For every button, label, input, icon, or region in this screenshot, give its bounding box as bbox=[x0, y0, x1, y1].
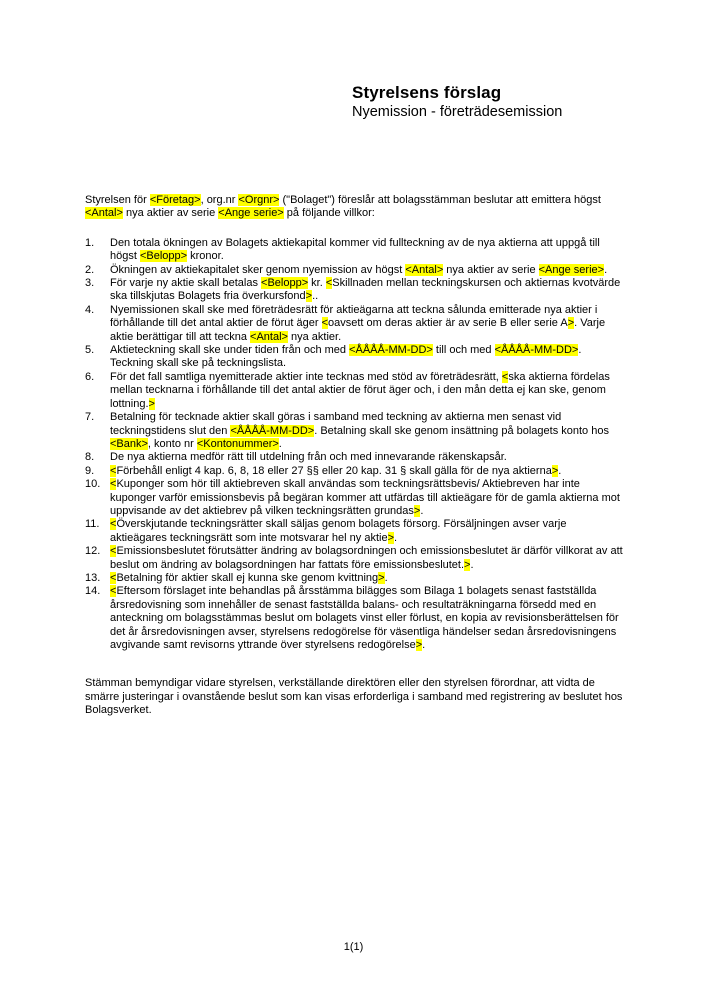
text-segment: För det fall samtliga nyemitterade aktier inte tecknas med stöd av företrädesrätt, bbox=[110, 370, 502, 383]
placeholder-highlight: > bbox=[415, 639, 423, 651]
text-segment: Betalning för aktier skall ej kunna ske genom kvittning bbox=[116, 571, 379, 584]
clause-item bbox=[85, 411, 623, 451]
clause-number: 11. bbox=[85, 518, 100, 531]
text-segment: kr. bbox=[308, 277, 326, 290]
clause-text bbox=[110, 451, 623, 464]
clause-text bbox=[110, 264, 623, 277]
text-segment: nya aktier av serie bbox=[443, 263, 539, 276]
placeholder-highlight: > bbox=[305, 290, 313, 303]
placeholder-highlight: < bbox=[501, 370, 509, 383]
placeholder-highlight: <Ange serie> bbox=[218, 207, 284, 220]
text-segment: kronor. bbox=[187, 250, 224, 263]
clause-text bbox=[110, 277, 623, 304]
text-segment: . bbox=[422, 639, 426, 651]
placeholder-highlight: < bbox=[325, 277, 333, 290]
text-segment: ska aktierna fördelas mellan tecknarna i förhållande till det antal aktier de förut äger och, i den mån detta ej kan ske, genom lottning. bbox=[110, 370, 610, 410]
text-segment: Den totala ökningen av Bolagets aktiekapital kommer vid fullteckning av de nya aktierna att uppgå till högst bbox=[110, 236, 600, 263]
text-segment: Aktieteckning skall ske under tiden från och med bbox=[110, 344, 350, 357]
clause-text bbox=[110, 344, 623, 371]
closing-paragraph bbox=[85, 677, 623, 717]
text-segment: . bbox=[558, 464, 562, 477]
placeholder-highlight: <Belopp> bbox=[139, 250, 188, 263]
clause-number: 4. bbox=[85, 303, 95, 316]
text-segment: . bbox=[384, 571, 388, 584]
placeholder-highlight: < bbox=[110, 518, 117, 531]
text-segment: . bbox=[604, 263, 608, 276]
text-segment: . bbox=[394, 531, 398, 544]
clause-text bbox=[110, 371, 623, 411]
text-segment: . bbox=[420, 504, 424, 517]
placeholder-highlight: < bbox=[110, 571, 117, 584]
placeholder-highlight: < bbox=[110, 545, 117, 558]
document-subtitle: Nyemission - företrädesemission bbox=[352, 104, 563, 120]
clause-item bbox=[85, 344, 623, 371]
clause-text bbox=[110, 545, 623, 572]
clause-item bbox=[85, 277, 623, 304]
clause-number: 1. bbox=[85, 236, 95, 249]
clause-item bbox=[85, 264, 623, 277]
clause-text bbox=[110, 585, 623, 652]
placeholder-highlight: <ÅÅÅÅ-MM-DD> bbox=[230, 424, 315, 437]
text-segment: Överskjutande teckningsrätter skall säljas genom bolagets försorg. Försäljningen avser varje aktieägares teckningsrätt som inte motsvarar hel ny aktie bbox=[110, 518, 567, 544]
document-body bbox=[85, 194, 623, 718]
placeholder-highlight: <Antal> bbox=[250, 330, 288, 343]
placeholder-highlight: <Kontonummer> bbox=[196, 437, 279, 450]
text-segment: Förbehåll enligt 4 kap. 6, 8, 18 eller 27 §§ eller 20 kap. 31 § skall gälla för de nya aktierna bbox=[116, 464, 552, 477]
clause-number: 5. bbox=[85, 344, 95, 357]
text-segment: . bbox=[470, 558, 474, 571]
clause-item bbox=[85, 451, 623, 464]
clause-number: 2. bbox=[85, 263, 95, 276]
placeholder-highlight: <Belopp> bbox=[261, 277, 309, 290]
text-segment: Stämman bemyndigar vidare styrelsen, verkställande direktören eller den styrelsen förordnar, att vidta de smärre justeringar i ovanstående beslut som kan visas erforderliga i samband med registrering av beslutet hos Bolagsverket. bbox=[85, 677, 623, 717]
clause-item bbox=[85, 585, 623, 652]
placeholder-highlight: <Ange serie> bbox=[538, 263, 605, 276]
text-segment: Nyemissionen skall ske med företrädesrätt för aktieägarna att teckna sålunda emitterade nya aktier i förhållande till det antal aktier de förut äger bbox=[110, 303, 598, 330]
clause-number: 12. bbox=[85, 545, 101, 558]
text-segment: Emissionsbeslutet förutsätter ändring av bolagsordningen och emissionsbeslutet är därför villkorat av att beslut om ändring av bolagsordningen har fattats före emissionsbeslutet. bbox=[110, 545, 623, 571]
clause-item bbox=[85, 572, 623, 585]
text-segment: Ökningen av aktiekapitalet sker genom nyemission av högst bbox=[110, 263, 406, 276]
clause-number: 7. bbox=[85, 411, 95, 424]
placeholder-highlight: < bbox=[321, 317, 329, 330]
clause-text bbox=[110, 237, 623, 264]
text-segment: nya aktier. bbox=[287, 330, 342, 343]
clause-item bbox=[85, 545, 623, 572]
placeholder-highlight: < bbox=[110, 478, 117, 491]
intro-paragraph bbox=[85, 194, 623, 221]
clause-number: 10. bbox=[85, 478, 101, 491]
clause-item bbox=[85, 465, 623, 478]
clause-number: 13. bbox=[85, 571, 101, 584]
document-header bbox=[352, 82, 562, 121]
placeholder-highlight: > bbox=[413, 504, 421, 517]
clause-number: 3. bbox=[85, 277, 95, 290]
text-segment: nya aktier av serie bbox=[122, 207, 219, 220]
text-segment: För varje ny aktie skall betalas bbox=[110, 277, 262, 290]
clause-number: 8. bbox=[85, 451, 95, 464]
placeholder-highlight: <Orgnr> bbox=[238, 194, 280, 206]
clause-item bbox=[85, 237, 623, 264]
clause-text bbox=[110, 572, 623, 585]
text-segment: . Betalning skall ske genom insättning på bolagets konto hos bbox=[314, 424, 609, 437]
document-title: Styrelsens förslag bbox=[352, 83, 502, 102]
text-segment: Betalning för tecknade aktier skall göras i samband med teckning av aktierna men senast vid teckningstidens slut den bbox=[110, 411, 562, 437]
placeholder-highlight: <Antal> bbox=[405, 263, 444, 276]
placeholder-highlight: > bbox=[387, 531, 395, 544]
clause-text bbox=[110, 411, 623, 451]
text-segment: De nya aktierna medför rätt till utdelning från och med innevarande räkenskapsår. bbox=[110, 451, 507, 464]
text-segment: Skillnaden mellan teckningskursen och aktiernas kvotvärde ska tillskjutas Bolagets fria överkursfond bbox=[110, 277, 621, 303]
placeholder-highlight: > bbox=[378, 571, 385, 584]
page-number: 1(1) bbox=[343, 941, 364, 953]
text-segment: Styrelsen för bbox=[85, 194, 150, 206]
clause-text bbox=[110, 304, 623, 344]
clause-item bbox=[85, 371, 623, 411]
clause-item bbox=[85, 478, 623, 518]
text-segment: Kuponger som hör till aktiebreven skall användas som teckningsrättsbevis/ Aktiebreven har inte kuponger varför emissionsbevis på begäran kommer att utfärdas till aktieägare för de gamla aktierna mot uppvisande av det aktiebrev på vilken teckningsrätten grundas bbox=[110, 478, 620, 517]
clause-item bbox=[85, 518, 623, 545]
placeholder-highlight: < bbox=[110, 585, 117, 598]
placeholder-highlight: > bbox=[551, 464, 559, 477]
placeholder-highlight: < bbox=[110, 464, 117, 477]
placeholder-highlight: > bbox=[148, 397, 155, 410]
text-segment: Eftersom förslaget inte behandlas på årsstämma bilägges som Bilaga 1 bolagets senast fastställda årsredovisning som innehåller de senast fastställda balans- och resultaträkningarna försedd med en anteckning om bolagsstämmas beslut om bolagets vinst eller förlust, en kopia av revisionsberättelsen för det år årsredovisningen avser, styrelsens redogörelse för väsentliga händelser sedan årsredovisningens avgivande samt revisorns yttrande över styrelsens redogörelse bbox=[110, 585, 619, 651]
placeholder-highlight: <ÅÅÅÅ-MM-DD> bbox=[494, 344, 579, 357]
clause-text bbox=[110, 478, 623, 518]
placeholder-highlight: > bbox=[464, 558, 471, 571]
placeholder-highlight: <Företag> bbox=[149, 194, 201, 206]
text-segment: , konto nr bbox=[147, 437, 197, 450]
text-segment: ("Bolaget") föreslår att bolagsstämman beslutar att emittera högst bbox=[279, 194, 601, 206]
clause-text bbox=[110, 465, 623, 478]
placeholder-highlight: <Antal> bbox=[85, 207, 123, 220]
placeholder-highlight: <Bank> bbox=[110, 437, 148, 450]
text-segment: till och med bbox=[432, 344, 495, 357]
text-segment: .. bbox=[312, 290, 319, 303]
text-segment: . bbox=[278, 437, 282, 450]
text-segment: , org.nr bbox=[200, 194, 239, 206]
clause-list bbox=[85, 237, 623, 653]
clause-number: 6. bbox=[85, 370, 95, 383]
placeholder-highlight: <ÅÅÅÅ-MM-DD> bbox=[349, 344, 433, 357]
text-segment: oavsett om deras aktier är av serie B eller serie A bbox=[328, 317, 568, 330]
clause-text bbox=[110, 518, 623, 545]
text-segment: . Teckning skall ske på teckningslista. bbox=[110, 344, 582, 370]
placeholder-highlight: > bbox=[567, 317, 575, 330]
clause-item bbox=[85, 304, 623, 344]
clause-number: 14. bbox=[85, 585, 101, 598]
text-segment: på följande villkor: bbox=[283, 207, 375, 220]
text-segment: . Varje aktie berättigar till att teckna bbox=[110, 317, 606, 343]
clause-number: 9. bbox=[85, 464, 95, 477]
